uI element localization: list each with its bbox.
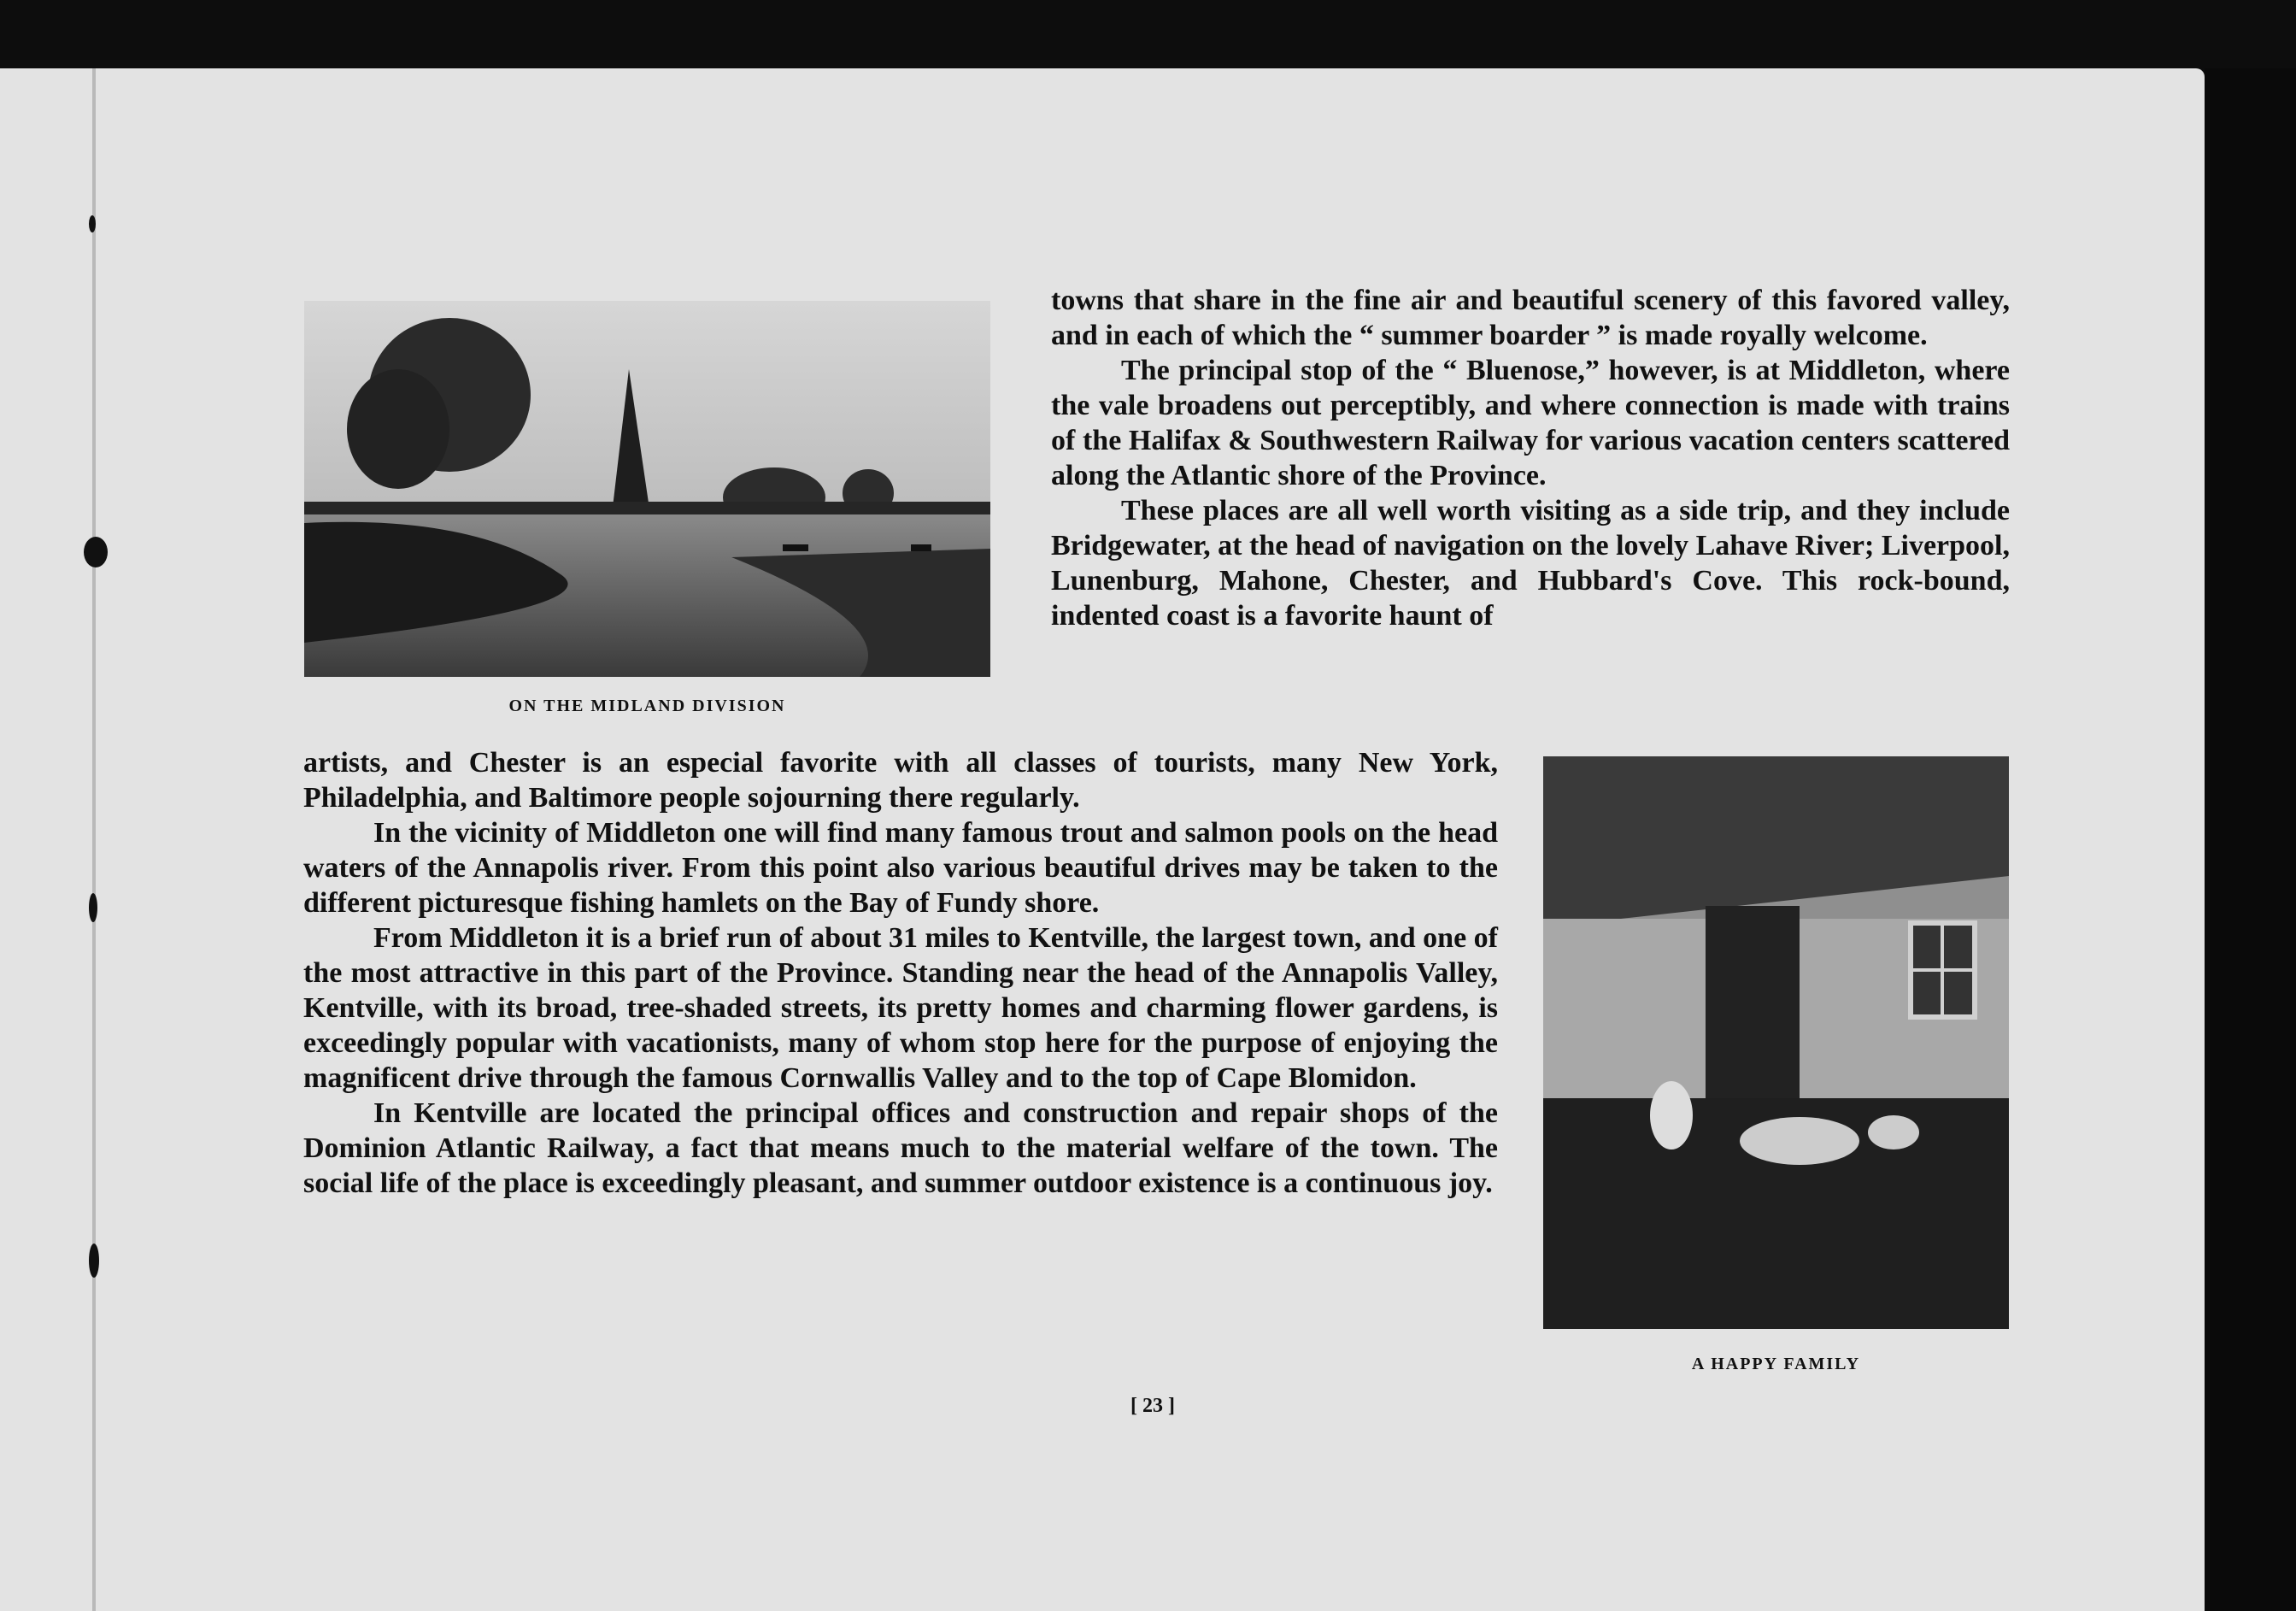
- paragraph: In the vicinity of Middleton one will find many famous trout and salmon pools on the head waters of the Annapolis river. From this point also various beautiful drives may be taken to the different picturesque fishing hamlets on the Bay of Fundy shore.: [303, 817, 1498, 919]
- text-column-lower: [303, 745, 1498, 1201]
- scan-edge: [2205, 68, 2296, 1611]
- page-gutter: [92, 68, 96, 1611]
- binding-mark: [89, 1244, 99, 1278]
- binding-mark: [89, 215, 96, 232]
- paragraph: These places are all well worth visiting as a side trip, and they include Bridgewater, at the head of navigation on the lovely Lahave River; Liverpool, Lunenburg, Mahone, Chester, and Hubbard's Cove. This rock-bound, indented coast is a favorite haunt of: [1051, 495, 2010, 632]
- paragraph: towns that share in the fine air and beautiful scenery of this favored valley, and in each of which the “ summer boarder ” is made royally welcome.: [1051, 285, 2010, 351]
- paragraph: From Middleton it is a brief run of about 31 miles to Kentville, the largest town, and one of the most attractive in this part of the Province. Standing near the head of the Annapolis Valley, Kentville, with its broad, tree-shaded streets, its pretty homes and charming flower gardens, is exceedingly popular with vacationists, many of whom stop here for the purpose of enjoying the magnificent drive through the famous Cornwallis Valley and to the top of Cape Blomidon.: [303, 922, 1498, 1094]
- paragraph: The principal stop of the “ Bluenose,” however, is at Middleton, where the vale broadens out perceptibly, and where connection is made with trains of the Halifax & Southwestern Railway for various vacation centers scattered along the Atlantic shore of the Province.: [1051, 355, 2010, 491]
- binding-mark: [89, 893, 97, 922]
- figure-caption: ON THE MIDLAND DIVISION: [508, 697, 786, 715]
- figure-caption: A HAPPY FAMILY: [1691, 1355, 1861, 1373]
- text-column-upper: [1051, 283, 2010, 633]
- paragraph: In Kentville are located the principal offices and construction and repair shops of the Dominion Atlantic Railway, a fact that means much to the material welfare of the town. The social life of the place is exceedingly pleasant, and summer outdoor existence is a continuous joy.: [303, 1097, 1498, 1199]
- photo-happy-family: [1543, 756, 2009, 1329]
- paragraph: artists, and Chester is an especial favorite with all classes of tourists, many New York, Philadelphia, and Baltimore people sojourning there regularly.: [303, 747, 1498, 814]
- binding-mark: [84, 537, 108, 567]
- house-photo: [1543, 756, 2009, 1329]
- photo-midland-division: [304, 301, 990, 677]
- page-number: [ 23 ]: [1130, 1395, 1175, 1417]
- landscape-photo: [304, 301, 990, 677]
